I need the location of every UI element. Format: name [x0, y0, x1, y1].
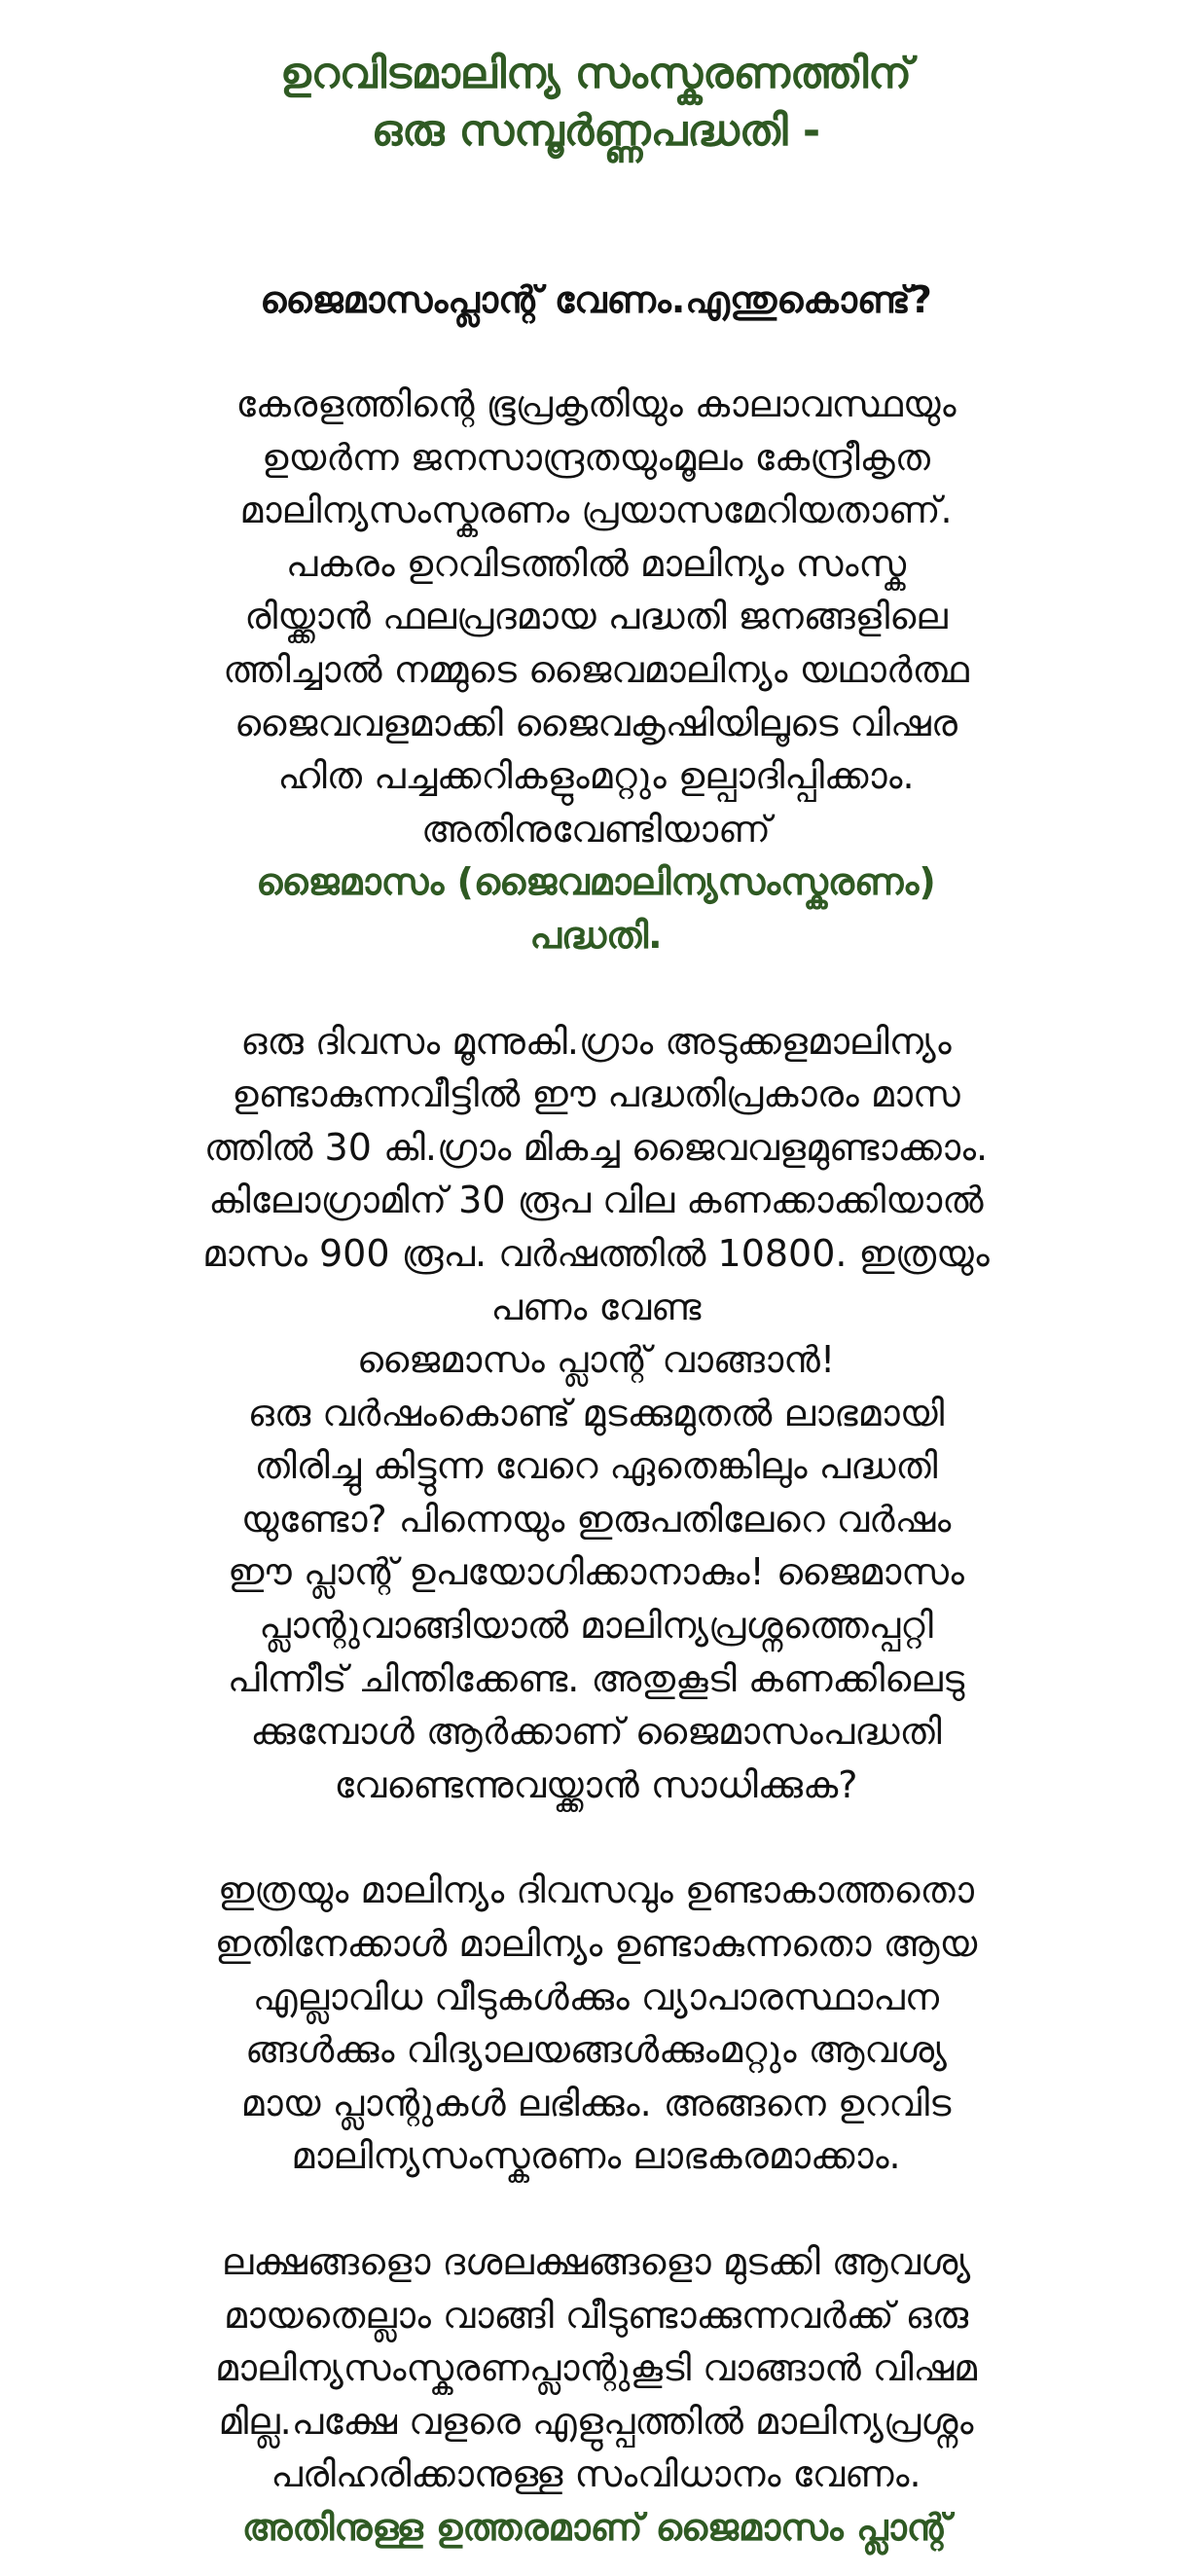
paragraph-line: അതിനുവേണ്ടിയാണ്	[421, 807, 771, 851]
paragraph-line: മായ പ്ലാന്റുകൾ ലഭിക്കും. അങ്ങനെ ഉറവിട	[240, 2081, 952, 2124]
paragraph-line: കേരളത്തിന്റെ ഭൂപ്രകൃതിയും കാലാവസ്ഥയും	[235, 382, 957, 425]
paragraph-conclusion	[42, 2235, 1151, 2555]
paragraph-line: പണം വേണ്ട	[490, 1285, 702, 1328]
paragraph-line: തിരിച്ചു കിട്ടുന്ന വേറെ ഏതെങ്കിലും പദ്ധതി	[254, 1444, 938, 1488]
paragraph-line: പിന്നീട് ചിന്തിക്കേണ്ട. അതുകൂടി കണക്കിലെടു	[227, 1656, 965, 1700]
paragraph-line: ഇതിനേക്കാൾ മാലിന്യം ഉണ്ടാകുന്നതൊ ആയ	[214, 1922, 978, 1966]
paragraph-line: ഉണ്ടാകുന്നവീട്ടിൽ ഈ പദ്ധതിപ്രകാരം മാസ	[232, 1072, 960, 1116]
closing-statement: അതിനുള്ള ഉത്തരമാണ് ജൈമാസം പ്ലാന്റ്	[241, 2505, 951, 2549]
paragraph-line: പകരം ഉറവിടത്തിൽ മാലിന്യം സംസ്ക	[285, 541, 907, 585]
project-name-highlight: ജൈമാസം (ജൈവമാലിന്യസംസ്കരണം)	[256, 860, 936, 904]
paragraph-line: മാലിന്യസംസ്കരണം പ്രയാസമേറിയതാണ്.	[239, 489, 953, 532]
paragraph-line: ഹിത പച്ചക്കറികളുംമറ്റും ഉല്പാദിപ്പിക്കാം.	[277, 754, 915, 798]
paragraph-line: കിലോഗ്രാമിന് 30 രൂപ വില കണക്കാക്കിയാൽ	[208, 1179, 984, 1222]
title-line-2: ഒരു സമ്പൂർണ്ണപദ്ധതി -	[371, 106, 821, 156]
paragraph-line: ത്തിച്ചാൽ നമ്മുടെ ജൈവമാലിന്യം യഥാർത്ഥ	[223, 647, 969, 691]
paragraph-line: മില്ല.പക്ഷേ വളരെ എളുപ്പത്തിൽ മാലിന്യപ്രശ്നം	[218, 2399, 974, 2443]
paragraph-line: മാസം 900 രൂപ. വർഷത്തിൽ 10800. ഇത്രയും	[202, 1231, 990, 1275]
paragraph-line: ക്കുമ്പോൾ ആർക്കാണ് ജൈമാസംപദ്ധതി	[250, 1710, 942, 1754]
paragraph-line: രിയ്ക്കാൻ ഫലപ്രദമായ പദ്ധതി ജനങ്ങളിലെ	[244, 595, 948, 638]
paragraph-line: യുണ്ടോ? പിന്നെയും ഇരുപതിലേറെ വർഷം	[240, 1497, 952, 1541]
paragraph-line: ഇത്രയും മാലിന്യം ദിവസവും ഉണ്ടാകാത്തതൊ	[218, 1869, 974, 1912]
paragraph-line: ഒരു വർഷംകൊണ്ട് മുടക്കുമുതൽ ലാഭമായി	[247, 1391, 945, 1434]
paragraph-line: മാലിന്യസംസ്കരണം ലാഭകരമാക്കാം.	[291, 2134, 901, 2178]
document-title	[61, 45, 1132, 160]
paragraph-line: മാലിന്യസംസ്കരണപ്ലാന്റുകൂടി വാങ്ങാൻ വിഷമ	[214, 2346, 978, 2390]
paragraph-availability	[42, 1864, 1151, 2183]
section-heading: ജൈമാസംപ്ലാന്റ് വേണം.എന്തുകൊണ്ട്?	[260, 278, 932, 321]
paragraph-intro	[42, 378, 1151, 962]
paragraph-line: പരിഹരിക്കാനുള്ള സംവിധാനം വേണം.	[271, 2452, 921, 2496]
paragraph-line: ജൈവവളമാക്കി ജൈവകൃഷിയിലൂടെ വിഷര	[235, 701, 957, 744]
project-name-highlight: പദ്ധതി.	[529, 913, 663, 957]
paragraph-line: ഒരു ദിവസം മൂന്നുകി.ഗ്രാം അടുക്കളമാലിന്യം	[240, 1019, 952, 1063]
paragraph-economics	[42, 1015, 1151, 1812]
paragraph-line: ങ്ങൾക്കും വിദ്യാലയങ്ങൾക്കുംമറ്റും ആവശ്യ	[245, 2028, 947, 2072]
paragraph-line: എല്ലാവിധ വീടുകൾക്കും വ്യാപാരസ്ഥാപന	[252, 1975, 940, 2018]
paragraph-line: വേണ്ടെന്നുവയ്ക്കാൻ സാധിക്കുക?	[334, 1762, 858, 1806]
title-line-1: ഉറവിടമാലിന്യ സംസ്കരണത്തിന്	[280, 49, 912, 98]
paragraph-line: ഉയർന്ന ജനസാന്ദ്രതയുംമൂലം കേന്ദ്രീകൃത	[262, 435, 930, 479]
paragraph-line: ലക്ഷങ്ങളൊ ദശലക്ഷങ്ങളൊ മുടക്കി ആവശ്യ	[221, 2240, 971, 2283]
paragraph-line: ത്തിൽ 30 കി.ഗ്രാം മികച്ച ജൈവവളമുണ്ടാക്കാം.	[203, 1125, 989, 1169]
paragraph-line: ഈ പ്ലാന്റ് ഉപയോഗിക്കാനാകും! ജൈമാസം	[228, 1550, 964, 1594]
paragraph-line: ജൈമാസം പ്ലാന്റ് വാങ്ങാൻ!	[356, 1338, 836, 1382]
paragraph-line: പ്ലാന്റുവാങ്ങിയാൽ മാലിന്യപ്രശ്നത്തെപ്പറ്റി	[259, 1604, 933, 1648]
paragraph-line: മായതെല്ലാം വാങ്ങി വീടുണ്ടാക്കുന്നവർക്ക് ഒരു	[223, 2293, 969, 2337]
